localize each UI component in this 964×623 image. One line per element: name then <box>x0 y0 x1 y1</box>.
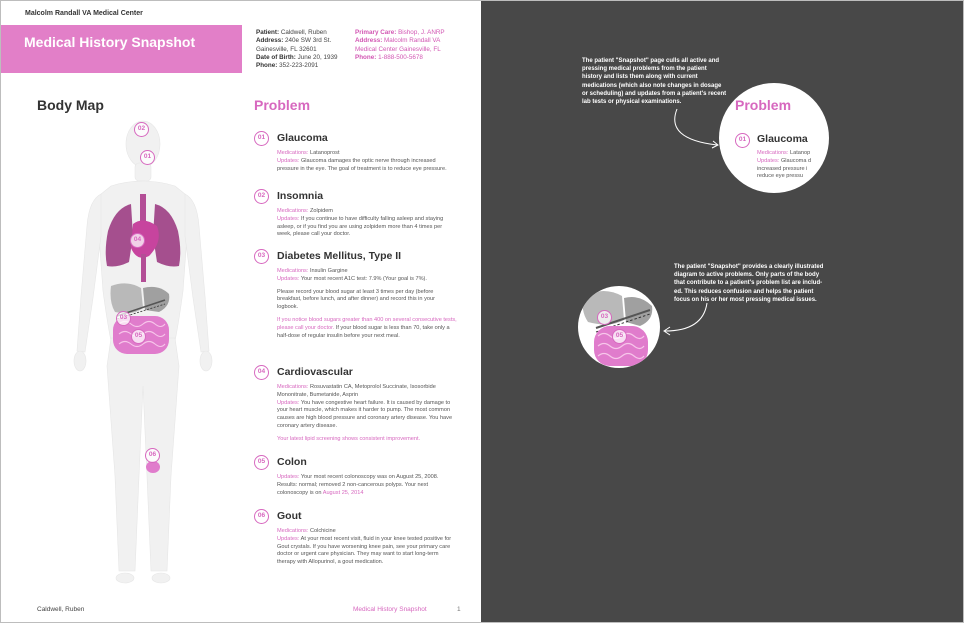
detail-text: If your blood sugar is less than 70, take only a half-dose of regular insulin before your next meal. <box>277 324 450 339</box>
problem-name: Insomnia <box>277 190 324 202</box>
primary-care-info <box>355 29 445 62</box>
zoom-problem-heading: Problem <box>735 97 792 113</box>
highlight-text: August 25, 2014 <box>322 489 364 496</box>
problem-paragraph <box>277 289 457 312</box>
info-row <box>256 62 338 70</box>
problem-details <box>277 474 457 502</box>
arrow-to-organ-zoom <box>665 303 707 331</box>
footer-patient-name: Caldwell, Ruben <box>37 606 85 613</box>
info-row <box>256 37 338 45</box>
body-map <box>71 116 216 601</box>
info-value: June 20, 1939 <box>297 53 338 61</box>
info-row <box>355 29 445 37</box>
info-value: 352-223-2091 <box>279 62 319 70</box>
field-label: Updates: <box>277 157 300 164</box>
detail-text: Please record your blood sugar at least 3 times per day (before breakfast, before lunch, and after dinner) and record this in your logbook. <box>277 288 435 311</box>
detail-text: Zolpidem <box>308 208 333 214</box>
detail-text: You have congestive heart failure. It is caused by damage to your heart muscle, which makes it harder to pump. The most common causes are high blood pressure and coronary artery disease. You have coronary artery disease. <box>277 399 453 429</box>
problem-heading: Problem <box>254 97 311 113</box>
hospital-name: Malcolm Randall VA Medical Center <box>25 10 143 17</box>
detail-text: Latanoprost <box>308 150 340 156</box>
footer-title: Medical History Snapshot <box>353 606 427 613</box>
highlight-text: Your latest lipid screening shows consistent improvement. <box>277 435 421 442</box>
body-silhouette-illustration <box>71 116 216 601</box>
footer-page-number: 1 <box>457 606 461 613</box>
info-label: Phone: <box>256 62 278 70</box>
title-band <box>1 25 242 73</box>
body-map-heading: Body Map <box>37 97 104 113</box>
problem-paragraph <box>277 208 457 239</box>
zoom-circle-glaucoma <box>719 83 829 193</box>
problem-paragraph <box>277 268 457 284</box>
field-label: Updates: <box>277 399 300 406</box>
problem-paragraph <box>277 436 457 444</box>
problem-paragraph <box>277 317 457 340</box>
annotation-arrows <box>481 1 963 622</box>
zoom-problem-name: Glaucoma <box>757 133 808 145</box>
info-value: Bishop, J. ANRP <box>398 29 445 36</box>
info-value: Malcolm Randall VA <box>384 37 441 45</box>
field-label: Medications: <box>277 208 309 214</box>
info-row <box>355 46 445 54</box>
highlight-text: If you notice blood sugars greater than 400 on several consecutive tests, please call your doctor. <box>277 316 457 331</box>
field-label: Updates: <box>277 215 300 222</box>
problem-number-badge: 06 <box>254 509 269 524</box>
info-row <box>256 29 338 37</box>
problem-name: Diabetes Mellitus, Type II <box>277 250 402 262</box>
problem-number-badge: 02 <box>254 189 269 204</box>
info-value: 1-888-500-5678 <box>378 53 423 61</box>
zoom-marker-pancreas: 03 <box>597 310 612 325</box>
problem-name: Colon <box>277 456 307 468</box>
detail-text: Your most recent A1C test: 7.9% (Your goal is 7%). <box>299 275 427 282</box>
info-label: Address: <box>355 37 383 45</box>
marker-heart[interactable]: 04 <box>130 233 145 248</box>
field-label: Medications: <box>277 150 309 156</box>
problem-paragraph <box>277 528 457 567</box>
marker-pancreas[interactable]: 03 <box>116 311 131 326</box>
zoom-organs-illustration <box>578 286 660 368</box>
problem-number-badge: 05 <box>254 455 269 470</box>
document-title: Medical History Snapshot <box>24 34 196 50</box>
field-label: Medications: <box>277 384 309 390</box>
info-label: Primary Care: <box>355 29 397 36</box>
problem-paragraph <box>277 384 457 431</box>
info-label: Date of Birth: <box>256 53 296 61</box>
detail-text: Glaucoma damages the optic nerve through increased pressure in the eye. The goal of treatment is to reduce eye pressure. <box>277 157 447 172</box>
snapshot-document-page <box>1 1 481 622</box>
field-label: Updates: <box>277 275 300 282</box>
field-label: Medications: <box>277 528 309 534</box>
marker-colon[interactable]: 05 <box>131 329 146 344</box>
info-row <box>256 46 338 54</box>
detail-text: At your most recent visit, fluid in your knee tested positive for Gout crystals. If you have worsening knee pain, see your primary care doctor or urgent care physician. They may want to start long-term therapy with Allopurinol, a gout medication. <box>277 535 452 566</box>
info-value: Medical Center Gainesville, FL <box>355 45 441 53</box>
problem-name: Glaucoma <box>277 132 328 144</box>
problem-details <box>277 208 457 244</box>
detail-text: If you continue to have difficulty falling asleep and staying asleep, or if you find you are using zolpidem more than 4 times per week, please call your doctor. <box>277 215 444 238</box>
problem-details <box>277 150 457 178</box>
info-row <box>355 54 445 62</box>
problem-number-badge: 04 <box>254 365 269 380</box>
problem-name: Gout <box>277 510 302 522</box>
field-label: Updates: <box>277 474 300 480</box>
annotation-note-body-diagram: The patient "Snapshot" provides a clearly illustrated diagram to active problems. Only parts of the body that contribute to a patient's problem list are includ- ed. This reduces confusion and helps the patient focus on his or her most pressing medical issues. <box>674 264 824 303</box>
problem-details <box>277 384 457 449</box>
problem-paragraph <box>277 474 457 497</box>
detail-text: Your most recent colonoscopy was on August 25, 2008. Results: normal; removed 2 non-cancerous polyps. Your next colonoscopy is on <box>277 474 439 496</box>
detail-text: Colchicine <box>308 528 336 534</box>
marker-head[interactable]: 02 <box>134 122 149 137</box>
info-label: Patient: <box>256 29 280 36</box>
problem-number-badge: 03 <box>254 249 269 264</box>
problem-name: Cardiovascular <box>277 366 353 378</box>
info-row <box>355 37 445 45</box>
arrow-to-glaucoma-zoom <box>675 109 717 145</box>
problem-paragraph <box>277 150 457 173</box>
zoom-circle-organs <box>578 286 660 368</box>
info-row <box>256 54 338 62</box>
info-value: 240e SW 3rd St. <box>285 37 332 45</box>
zoom-marker-colon: 05 <box>612 329 627 344</box>
problem-details <box>277 268 457 345</box>
marker-knee[interactable]: 06 <box>145 448 160 463</box>
info-value: Caldwell, Ruben <box>280 29 327 36</box>
field-label: Medications: <box>277 268 309 274</box>
info-label: Address: <box>256 37 284 45</box>
annotation-panel <box>481 1 963 622</box>
zoom-problem-number: 01 <box>735 133 750 148</box>
info-value: Gainesville, FL 32601 <box>256 45 317 53</box>
patient-info <box>256 29 338 70</box>
field-label: Updates: <box>277 535 300 542</box>
info-label: Phone: <box>355 53 377 61</box>
detail-text: Insulin Gargine <box>308 268 348 274</box>
marker-eye[interactable]: 01 <box>140 150 155 165</box>
problem-details <box>277 528 457 572</box>
problem-number-badge: 01 <box>254 131 269 146</box>
annotation-note-problem-list: The patient "Snapshot" page culls all active and pressing medical problems from the patient history and lists them along with current medications (which also note changes in dosage or scheduling) and updates from a patient's recent lab tests or physical examinations. <box>582 58 727 106</box>
zoom-problem-text: Medications: Latanop Updates: Glaucoma d increased pressure i reduce eye pressu <box>757 150 812 180</box>
detail-text: Rosuvastatin CA, Metoprolol Succinate, Isosorbide Mononitrate, Bumetanide, Asprin <box>277 384 436 398</box>
